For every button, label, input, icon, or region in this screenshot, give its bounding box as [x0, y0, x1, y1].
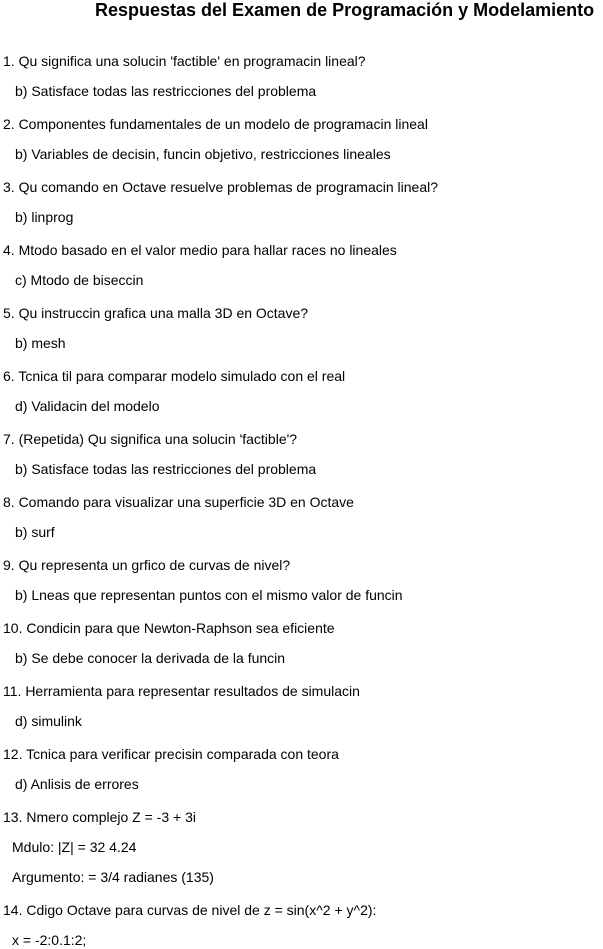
answer-5: b) mesh — [15, 335, 66, 351]
question-14: 14. Cdigo Octave para curvas de nivel de z = sin(x^2 + y^2): — [3, 902, 377, 918]
document-title: Respuestas del Examen de Programación y Modelamiento — [95, 0, 595, 20]
answer-7: b) Satisface todas las restricciones del problema — [15, 461, 317, 477]
question-13: 13. Nmero complejo Z = -3 + 3i — [3, 809, 196, 825]
answer-6: d) Validacin del modelo — [15, 398, 160, 414]
answer-8: b) surf — [15, 524, 55, 540]
answer-14-code-line: x = -2:0.1:2; — [12, 932, 87, 948]
question-10: 10. Condicin para que Newton-Raphson sea eficiente — [3, 620, 335, 636]
answer-1: b) Satisface todas las restricciones del problema — [15, 83, 317, 99]
answer-10: b) Se debe conocer la derivada de la funcin — [15, 650, 286, 666]
question-2: 2. Componentes fundamentales de un modelo de programacin lineal — [3, 116, 428, 132]
answer-4: c) Mtodo de biseccin — [15, 272, 144, 288]
answer-3: b) linprog — [15, 209, 74, 225]
question-12: 12. Tcnica para verificar precisin comparada con teora — [3, 746, 339, 762]
question-1: 1. Qu significa una solucin 'factible' en programacin lineal? — [3, 53, 366, 69]
question-11: 11. Herramienta para representar resultados de simulacin — [3, 683, 360, 699]
answer-2: b) Variables de decisin, funcin objetivo, restricciones lineales — [15, 146, 391, 162]
answer-13-modulus: Mdulo: |Z| = 32 4.24 — [12, 839, 137, 855]
answer-11: d) simulink — [15, 713, 82, 729]
question-3: 3. Qu comando en Octave resuelve problemas de programacin lineal? — [3, 179, 439, 195]
answer-13-argument: Argumento: = 3/4 radianes (135) — [12, 869, 214, 885]
question-4: 4. Mtodo basado en el valor medio para hallar races no lineales — [3, 242, 397, 258]
answer-12: d) Anlisis de errores — [15, 776, 139, 792]
answer-9: b) Lneas que representan puntos con el mismo valor de funcin — [15, 587, 403, 603]
question-7: 7. (Repetida) Qu significa una solucin 'factible'? — [3, 431, 298, 447]
question-6: 6. Tcnica til para comparar modelo simulado con el real — [3, 368, 346, 384]
question-9: 9. Qu representa un grfico de curvas de nivel? — [3, 557, 291, 573]
question-5: 5. Qu instruccin grafica una malla 3D en Octave? — [3, 305, 309, 321]
question-8: 8. Comando para visualizar una superficie 3D en Octave — [3, 494, 354, 510]
